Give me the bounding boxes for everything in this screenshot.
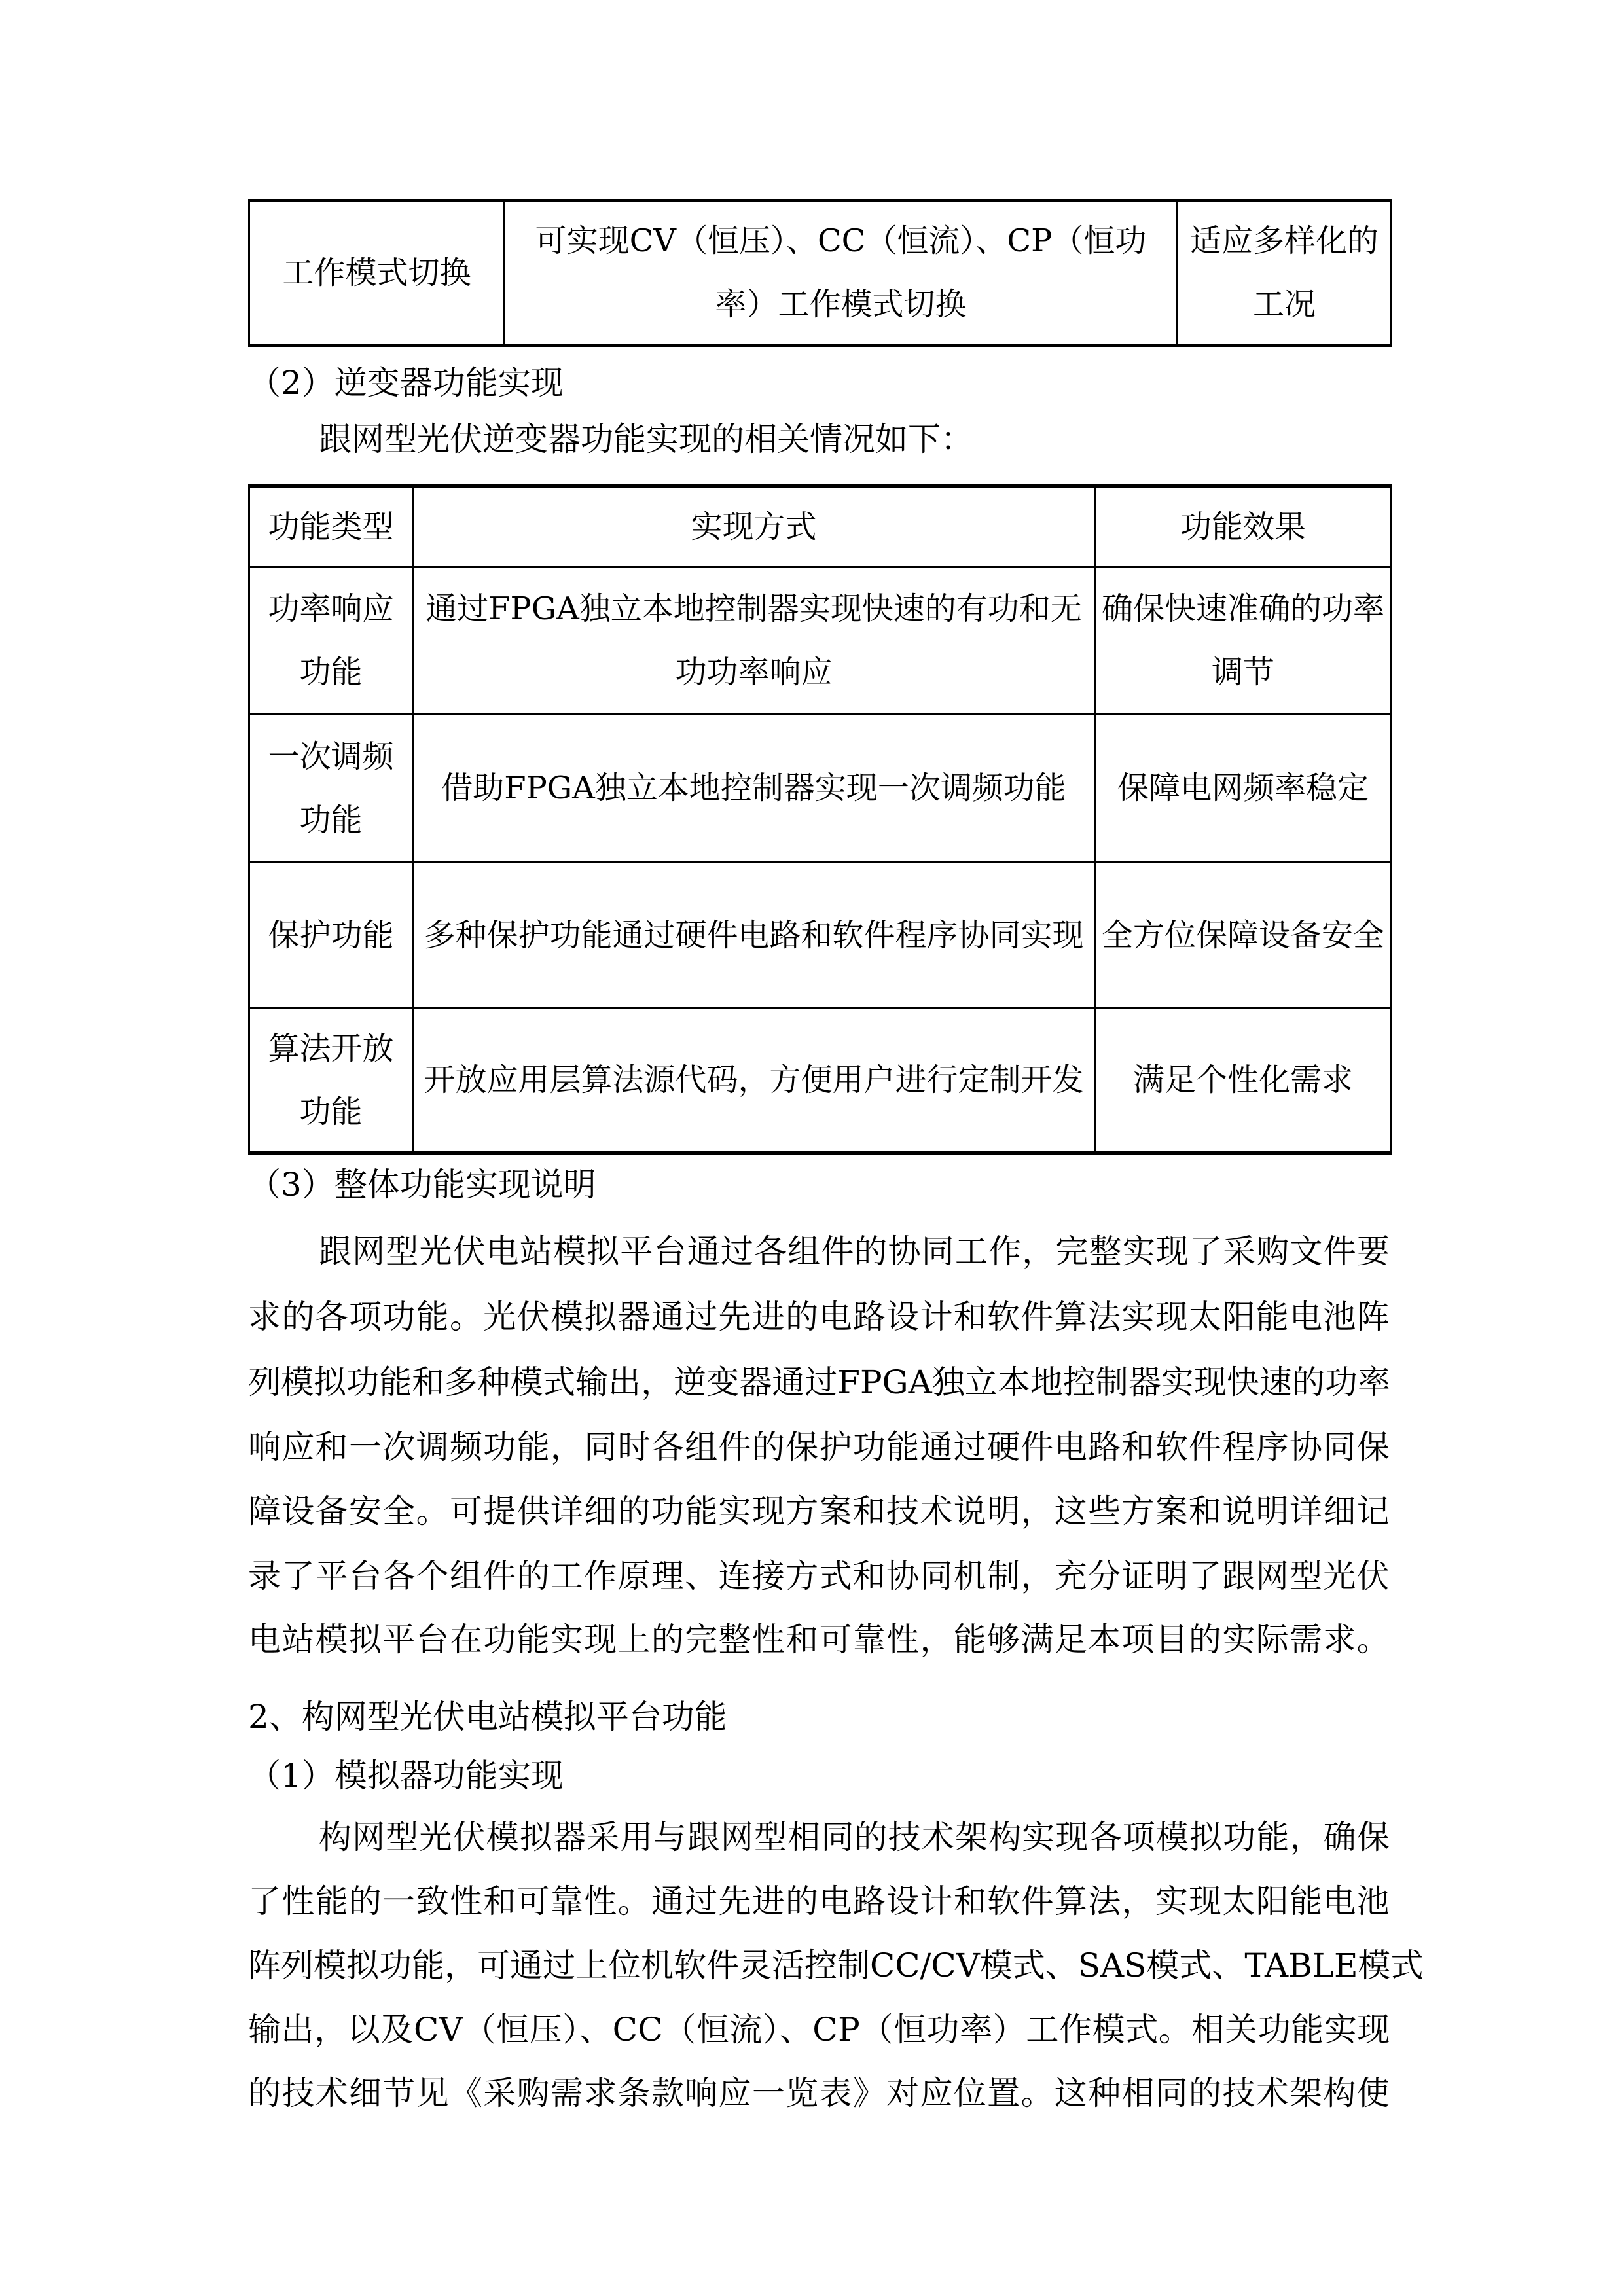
cell-effect: 满足个性化需求 [1095, 1009, 1392, 1153]
paragraph-line: 的技术细节见《采购需求条款响应一览表》对应位置。这种相同的技术架构使 [248, 2074, 1390, 2112]
paragraph-line: 构网型光伏模拟器采用与跟网型相同的技术架构实现各项模拟功能，确保 [319, 1818, 1390, 1856]
cell-method: 借助FPGA独立本地控制器实现一次调频功能 [413, 715, 1095, 863]
cell-type: 功率响应功能 [249, 567, 413, 715]
paragraph-line: 输出，以及CV（恒压）、CC（恒流）、CP（恒功率）工作模式。相关功能实现 [248, 2011, 1390, 2049]
cell-method: 可实现CV（恒压）、CC（恒流）、CP（恒功率）工作模式切换 [505, 201, 1178, 346]
paragraph-line: 电站模拟平台在功能实现上的完整性和可靠性，能够满足本项目的实际需求。 [248, 1621, 1390, 1659]
table-row [249, 863, 1392, 1009]
table-row [249, 201, 1392, 346]
table-work-mode [248, 199, 1392, 347]
cell-method: 开放应用层算法源代码，方便用户进行定制开发 [413, 1009, 1095, 1153]
header-type: 功能类型 [249, 486, 413, 567]
paragraph-line: 响应和一次调频功能，同时各组件的保护功能通过硬件电路和软件程序协同保 [248, 1428, 1390, 1466]
cell-type: 算法开放功能 [249, 1009, 413, 1153]
table-row [249, 1009, 1392, 1153]
paragraph-line: 求的各项功能。光伏模拟器通过先进的电路设计和软件算法实现太阳能电池阵 [248, 1298, 1390, 1336]
section-heading: 2、构网型光伏电站模拟平台功能 [248, 1698, 727, 1736]
paragraph-line: 列模拟功能和多种模式输出，逆变器通过FPGA独立本地控制器实现快速的功率 [248, 1363, 1390, 1401]
cell-method: 通过FPGA独立本地控制器实现快速的有功和无功功率响应 [413, 567, 1095, 715]
sub-heading: （1）模拟器功能实现 [248, 1757, 564, 1795]
paragraph-line: 跟网型光伏电站模拟平台通过各组件的协同工作，完整实现了采购文件要 [319, 1232, 1390, 1270]
paragraph-line: 阵列模拟功能，可通过上位机软件灵活控制CC/CV模式、SAS模式、TABLE模式 [248, 1946, 1424, 1984]
cell-type: 工作模式切换 [249, 201, 505, 346]
cell-method: 多种保护功能通过硬件电路和软件程序协同实现 [413, 863, 1095, 1009]
section-heading: （2）逆变器功能实现 [248, 364, 564, 402]
cell-effect: 确保快速准确的功率调节 [1095, 567, 1392, 715]
cell-type: 一次调频功能 [249, 715, 413, 863]
paragraph-line: 了性能的一致性和可靠性。通过先进的电路设计和软件算法，实现太阳能电池 [248, 1882, 1390, 1920]
paragraph-line: 录了平台各个组件的工作原理、连接方式和协同机制，充分证明了跟网型光伏 [248, 1557, 1390, 1595]
table-row [249, 715, 1392, 863]
cell-type: 保护功能 [249, 863, 413, 1009]
section-heading: （3）整体功能实现说明 [248, 1166, 596, 1204]
paragraph: 跟网型光伏逆变器功能实现的相关情况如下： [319, 420, 973, 458]
header-effect: 功能效果 [1095, 486, 1392, 567]
paragraph-line: 障设备安全。可提供详细的功能实现方案和技术说明，这些方案和说明详细记 [248, 1492, 1390, 1530]
cell-effect: 保障电网频率稳定 [1095, 715, 1392, 863]
table-row [249, 567, 1392, 715]
table-inverter-functions [248, 484, 1392, 1155]
cell-effect: 适应多样化的工况 [1178, 201, 1392, 346]
table-header-row [249, 486, 1392, 567]
cell-effect: 全方位保障设备安全 [1095, 863, 1392, 1009]
header-method: 实现方式 [413, 486, 1095, 567]
